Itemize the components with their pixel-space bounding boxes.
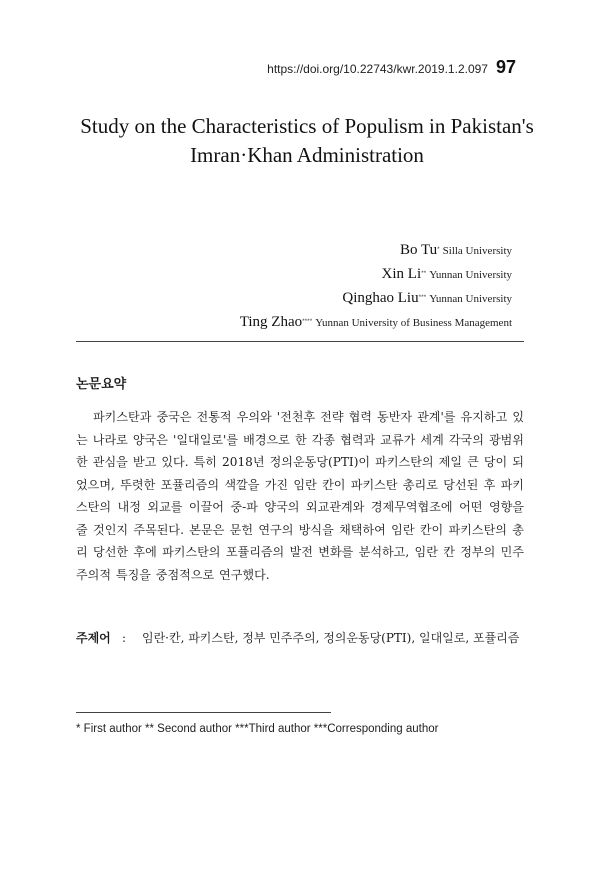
author-entry <box>240 237 512 261</box>
paper-title <box>50 112 564 170</box>
author-mark: * <box>437 245 440 253</box>
author-affiliation: Yunnan University <box>429 269 512 281</box>
page-number: 97 <box>495 57 516 77</box>
author-mark: *** <box>418 293 427 301</box>
author-mark: **** <box>302 317 313 325</box>
author-mark: ** <box>421 269 427 277</box>
section-divider <box>76 341 524 342</box>
doi-link[interactable]: https://doi.org/10.22743/kwr.2019.1.2.097 <box>267 62 488 76</box>
author-name: Ting Zhao <box>239 314 303 330</box>
keywords-text: 임란·칸, 파키스탄, 정부 민주주의, 정의운동당(PTI), 일대일로, 포퓰리즘 <box>142 631 520 645</box>
page-header <box>267 57 516 78</box>
keywords-block <box>76 628 524 649</box>
author-entry <box>240 285 512 309</box>
author-entry <box>240 309 512 333</box>
footnote: * First author ** Second author ***Third author ***Corresponding author <box>76 723 439 735</box>
author-entry <box>240 261 512 285</box>
author-name: Qinghao Liu <box>342 290 419 306</box>
title-line-1: Study on the Characteristics of Populism in Pakistan's <box>80 114 534 138</box>
author-name: Bo Tu <box>399 242 438 258</box>
author-affiliation: Silla University <box>442 245 512 257</box>
keywords-colon: : <box>122 631 127 645</box>
abstract-text: 파키스탄과 중국은 전통적 우의와 '전천후 전략 협력 동반자 관계'를 유지하고 있는 나라로 양국은 '일대일로'를 배경으로 한 각종 협력과 교류가 세계 각국의 광범위한 관심을 받고 있다. 특히 2018년 정의운동당(PTI)이 파키스탄의 제일 큰 당이 되었으며, 뚜렷한 포퓰리즘의 색깔을 가진 임란 칸이 파키스탄 총리로 당선된 후 파키스탄의 내정 외교를 이끌어 중-파 양국의 외교관계와 경제무역협조에 어떤 영향을 줄 것인지 주목된다. 본문은 문헌 연구의 방식을 채택하여 임란 칸이 파키스탄의 총리 당선한 후에 파키스탄의 포퓰리즘의 발전 변화를 분석하고, 임란 칸 정부의 민주주의적 특징을 중점적으로 연구했다. <box>76 410 524 582</box>
author-affiliation: Yunnan University of Business Management <box>315 317 512 329</box>
abstract-heading: 논문요약 <box>76 377 127 392</box>
author-list <box>240 237 512 333</box>
title-line-2: Imran·Khan Administration <box>190 143 424 167</box>
footnote-divider <box>76 712 331 713</box>
author-name: Xin Li <box>381 266 422 282</box>
author-affiliation: Yunnan University <box>429 293 512 305</box>
keywords-label: 주제어 <box>76 631 111 645</box>
